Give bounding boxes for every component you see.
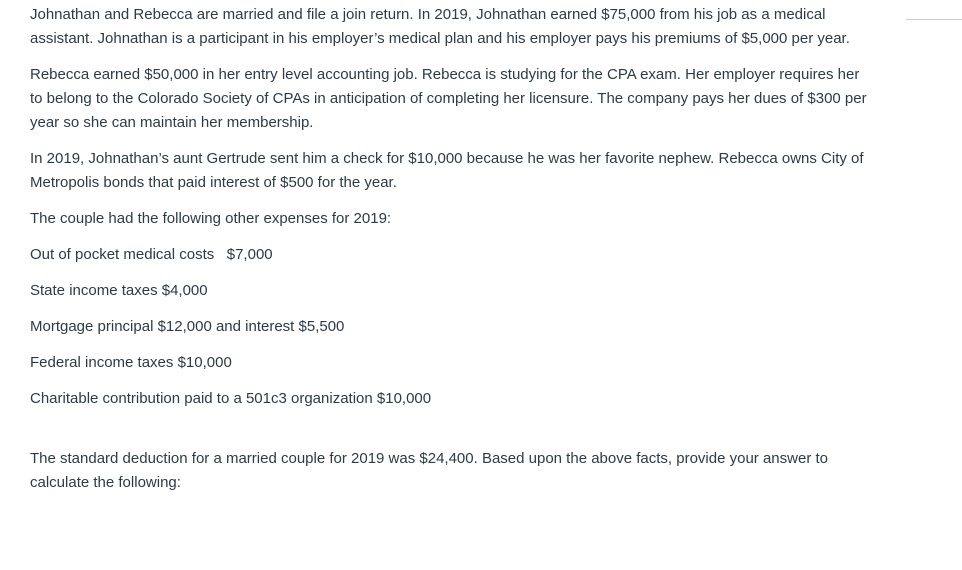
expense-mortgage: Mortgage principal $12,000 and interest $5,500 xyxy=(30,318,345,335)
paragraph-rebecca-income: Rebecca earned $50,000 in her entry level accounting job. Rebecca is studying for the CPA exam. Her employer requires her to belong to the Colorado Society of CPAs in anticipation of completing her licensure. The company pays her dues of $300 per year so she can maintain her membership. xyxy=(30,66,867,131)
expense-charitable: Charitable contribution paid to a 501c3 organization $10,000 xyxy=(30,390,432,407)
divider xyxy=(906,19,962,20)
question-text xyxy=(30,3,868,507)
paragraph-johnathan-income: Johnathan and Rebecca are married and file a join return. In 2019, Johnathan earned $75,000 from his job as a medical assistant. Johnathan is a participant in his employer’s medical plan and his employer pays his premiums of $5,000 per year. xyxy=(30,6,850,47)
paragraph-expenses-intro: The couple had the following other expenses for 2019: xyxy=(30,210,392,227)
expense-federal-taxes: Federal income taxes $10,000 xyxy=(30,354,232,371)
paragraph-gift-and-bonds: In 2019, Johnathan’s aunt Gertrude sent him a check for $10,000 because he was her favorite nephew. Rebecca owns City of Metropolis bonds that paid interest of $500 for the year. xyxy=(30,150,864,191)
paragraph-standard-deduction: The standard deduction for a married couple for 2019 was $24,400. Based upon the above facts, provide your answer to calculate the following: xyxy=(30,450,828,491)
expense-state-taxes: State income taxes $4,000 xyxy=(30,282,208,299)
expense-medical: Out of pocket medical costs $7,000 xyxy=(30,246,273,263)
